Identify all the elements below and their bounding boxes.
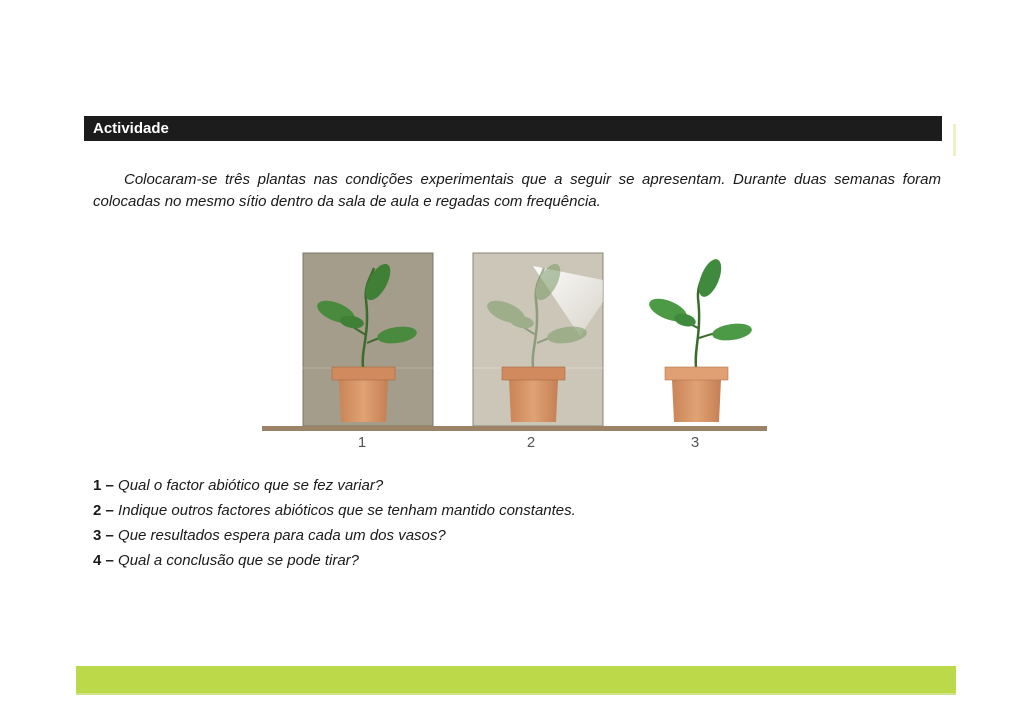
section-title: Actividade	[93, 120, 169, 137]
question-item	[93, 473, 576, 498]
plant-label-3: 3	[690, 434, 700, 451]
question-number: 2 –	[93, 502, 114, 519]
question-number: 3 –	[93, 527, 114, 544]
question-item	[93, 498, 576, 523]
intro-paragraph: Colocaram-se três plantas nas condições experimentais que a seguir se apresentam. Durante duas semanas foram colocadas no mesmo sítio dentro da sala de aula e regadas com frequência.	[93, 171, 941, 210]
question-text: Qual o factor abiótico que se fez variar?	[113, 477, 384, 494]
question-number: 1 –	[93, 477, 114, 494]
plant-label-2: 2	[526, 434, 536, 451]
question-list	[93, 473, 576, 573]
footer-bar	[76, 666, 956, 693]
question-item	[93, 523, 576, 548]
question-item	[93, 548, 576, 573]
plant-label-1: 1	[357, 434, 367, 451]
plant-3	[646, 256, 753, 422]
question-text: Que resultados espera para cada um dos vasos?	[113, 527, 446, 544]
section-header	[84, 116, 942, 141]
experiment-figure	[250, 240, 780, 460]
plants-illustration	[250, 240, 780, 460]
footer-line	[76, 693, 956, 695]
question-text: Indique outros factores abióticos que se tenham mantido constantes.	[113, 502, 576, 519]
question-number: 4 –	[93, 552, 114, 569]
shelf	[262, 426, 767, 431]
question-text: Qual a conclusão que se pode tirar?	[113, 552, 360, 569]
pot-2	[502, 367, 565, 422]
header-accent	[953, 124, 956, 156]
